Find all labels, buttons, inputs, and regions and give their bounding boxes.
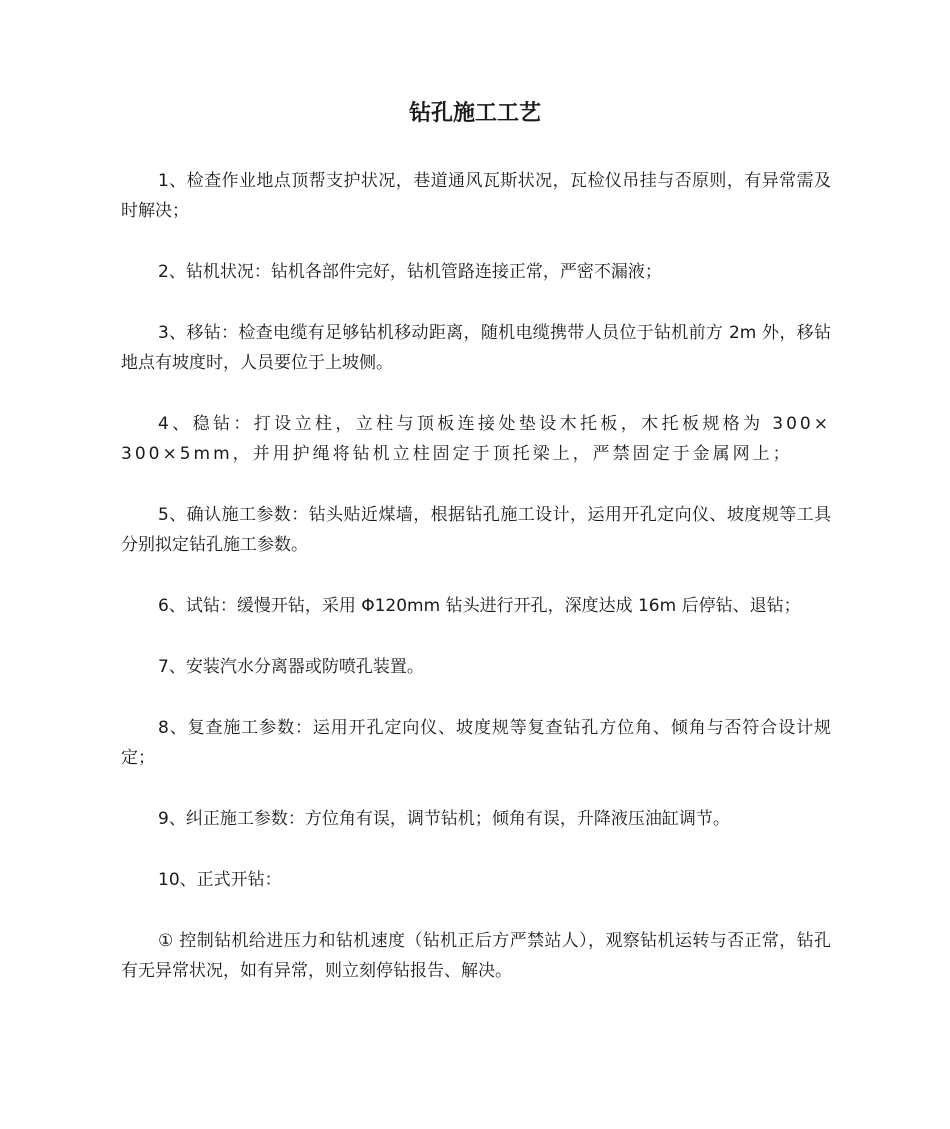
paragraph-step-2: 2、钻机状况：钻机各部件完好，钻机管路连接正常，严密不漏液； [158,262,662,282]
document-body [121,166,831,1017]
paragraph-step-5: 5、确认施工参数：钻头贴近煤墙，根据钻孔施工设计，运用开孔定向仪、坡度规等工具分别拟定钻孔施工参数。 [121,505,831,555]
paragraph-step-1: 1、检查作业地点顶帮支护状况，巷道通风瓦斯状况，瓦检仪吊挂与否原则，有异常需及时解决； [121,171,831,221]
document-title: 钻孔施工工艺 [408,101,541,126]
paragraph-step-4: 4、稳钻：打设立柱，立柱与顶板连接处垫设木托板，木托板规格为 300×300×5mm，并用护绳将钻机立柱固定于顶托梁上，严禁固定于金属网上； [121,414,831,464]
paragraph-step-10: 10、正式开钻： [158,870,282,890]
paragraph-step-7: 7、安装汽水分离器或防喷孔装置。 [158,657,424,677]
paragraph-step-10-item-1: ① 控制钻机给进压力和钻机速度（钻机正后方严禁站人），观察钻机运转与否正常，钻孔有无异常状况，如有异常，则立刻停钻报告、解决。 [121,931,831,981]
paragraph-step-9: 9、纠正施工参数：方位角有误，调节钻机；倾角有误，升降液压油缸调节。 [158,809,730,829]
paragraph-step-8: 8、复查施工参数：运用开孔定向仪、坡度规等复查钻孔方位角、倾角与否符合设计规定； [121,718,831,768]
paragraph-step-6: 6、试钻：缓慢开钻，采用 Φ120mm 钻头进行开孔，深度达成 16m 后停钻、退钻； [158,596,801,616]
paragraph-step-3: 3、移钻：检查电缆有足够钻机移动距离，随机电缆携带人员位于钻机前方 2m 外，移钻地点有坡度时，人员要位于上坡侧。 [121,323,831,373]
